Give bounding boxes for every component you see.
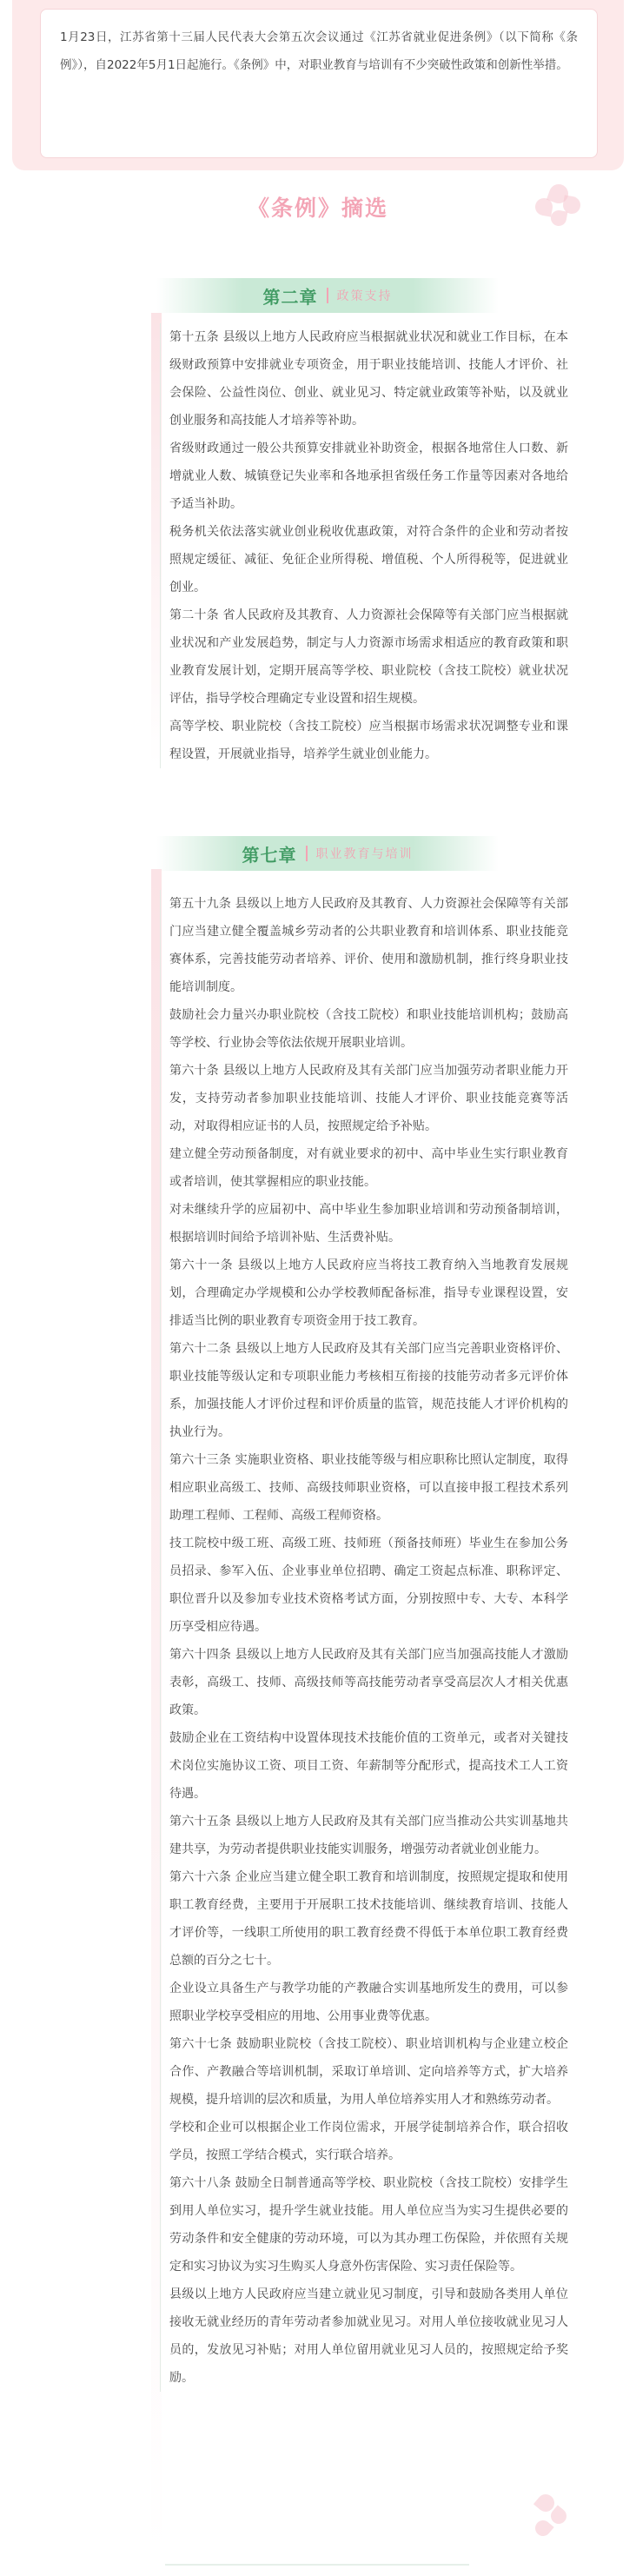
article-paragraph: 对未继续升学的应届初中、高中毕业生参加职业培训和劳动预备制培训，根据培训时间给予培训补贴、生活费补贴。 xyxy=(169,1203,568,1245)
article-paragraph: 第六十一条 县级以上地方人民政府应当将技工教育纳入当地教育发展规划，合理确定办学规模和公办学校教师配备标准，指导专业课程设置，安排适当比例的职业教育专项资金用于技工教育。 xyxy=(169,1258,568,1328)
chapter-header-7 xyxy=(156,836,499,871)
article-paragraph: 技工院校中级工班、高级工班、技师班（预备技师班）毕业生在参加公务员招录、参军入伍、企业事业单位招聘、确定工资起点标准、职称评定、职位晋升以及参加专业技术资格考试方面，分别按照中专、大专、本科学历享受相应待遇。 xyxy=(169,1537,568,1634)
chapter-title: 职业教育与培训 xyxy=(315,847,414,861)
article-paragraph: 建立健全劳动预备制度，对有就业要求的初中、高中毕业生实行职业教育或者培训，使其掌握相应的职业技能。 xyxy=(169,1147,568,1189)
chapter-separator xyxy=(306,846,308,861)
article-paragraph: 第六十五条 县级以上地方人民政府及其有关部门应当推动公共实训基地共建共享，为劳动者提供职业技能实训服务，增强劳动者就业创业能力。 xyxy=(169,1815,568,1856)
chapter-body-2 xyxy=(160,323,568,768)
chapter-separator xyxy=(327,288,328,303)
chapter-number: 第二章 xyxy=(262,286,318,308)
article-paragraph: 第十五条 县级以上地方人民政府应当根据就业状况和就业工作目标，在本级财政预算中安排就业专项资金，用于职业技能培训、技能人才评价、社会保险、公益性岗位、创业、就业见习、特定就业政策等补贴，以及就业创业服务和高技能人才培养等补助。 xyxy=(169,330,568,428)
intro-background xyxy=(12,0,624,170)
chapter-title: 政策支持 xyxy=(336,289,393,303)
chapter-number: 第七章 xyxy=(242,844,297,866)
article-paragraph: 第六十四条 县级以上地方人民政府及其有关部门应当加强高技能人才激励表彰，高级工、技师、高级技师等高技能劳动者享受高层次人才相关优惠政策。 xyxy=(169,1648,568,1717)
article-paragraph: 第六十三条 实施职业资格、职业技能等级与相应职称比照认定制度，取得相应职业高级工、技师、高级技师职业资格，可以直接申报工程技术系列助理工程师、工程师、高级工程师资格。 xyxy=(169,1453,568,1523)
article-paragraph: 企业设立具备生产与教学功能的产教融合实训基地所发生的费用，可以参照职业学校享受相应的用地、公用事业费等优惠。 xyxy=(169,1982,568,2023)
article-paragraph: 学校和企业可以根据企业工作岗位需求，开展学徒制培养合作，联合招收学员，按照工学结合模式，实行联合培养。 xyxy=(169,2121,568,2162)
article-paragraph: 第二十条 省人民政府及其教育、人力资源社会保障等有关部门应当根据就业状况和产业发展趋势，制定与人力资源市场需求相适应的教育政策和职业教育发展计划，定期开展高等学校、职业院校（含技工院校）就业状况评估，指导学校合理确定专业设置和招生规模。 xyxy=(169,608,568,706)
article-paragraph: 鼓励企业在工资结构中设置体现技术技能价值的工资单元，或者对关键技术岗位实施协议工资、项目工资、年薪制等分配形式，提高技术工人工资待遇。 xyxy=(169,1731,568,1801)
article-paragraph: 第六十七条 鼓励职业院校（含技工院校）、职业培训机构与企业建立校企合作、产教融合等培训机制，采取订单培训、定向培养等方式，扩大培养规模，提升培训的层次和质量，为用人单位培养实用人才和熟练劳动者。 xyxy=(169,2037,568,2107)
bottom-divider xyxy=(165,2564,469,2566)
chapter-header-2 xyxy=(156,278,499,313)
article-paragraph: 高等学校、职业院校（含技工院校）应当根据市场需求状况调整专业和课程设置，开展就业指导，培养学生就业创业能力。 xyxy=(169,720,568,761)
article-paragraph: 鼓励社会力量兴办职业院校（含技工院校）和职业技能培训机构；鼓励高等学校、行业协会等依法依规开展职业培训。 xyxy=(169,1008,568,1050)
article-paragraph: 省级财政通过一般公共预算安排就业补助资金，根据各地常住人口数、新增就业人数、城镇登记失业率和各地承担省级任务工作量等因素对各地给予适当补助。 xyxy=(169,442,568,511)
article-paragraph: 第五十九条 县级以上地方人民政府及其教育、人力资源社会保障等有关部门应当建立健全覆盖城乡劳动者的公共职业教育和培训体系、职业技能竞赛体系，完善技能劳动者培养、评价、使用和激励机制，推行终身职业技能培训制度。 xyxy=(169,897,568,994)
section-heading: 《条例》摘选 xyxy=(247,196,388,221)
chapter-body-7 xyxy=(160,890,568,2392)
flower-decoration-icon xyxy=(521,2494,573,2546)
intro-text: 1月23日，江苏省第十三届人民代表大会第五次会议通过《江苏省就业促进条例》（以下简称《条例》），自2022年5月1日起施行。《条例》中，对职业教育与培训有不少突破性政策和创新性举措。 xyxy=(40,9,598,158)
article-paragraph: 县级以上地方人民政府应当建立就业见习制度，引导和鼓励各类用人单位接收无就业经历的青年劳动者参加就业见习。对用人单位接收就业见习人员的，发放见习补贴；对用人单位留用就业见习人员的，按照规定给予奖励。 xyxy=(169,2287,568,2385)
article-paragraph: 第六十条 县级以上地方人民政府及其有关部门应当加强劳动者职业能力开发，支持劳动者参加职业技能培训、技能人才评价、职业技能竞赛等活动，对取得相应证书的人员，按照规定给予补贴。 xyxy=(169,1064,568,1133)
article-paragraph: 第六十六条 企业应当建立健全职工教育和培训制度，按照规定提取和使用职工教育经费，主要用于开展职工技术技能培训、继续教育培训、技能人才评价等，一线职工所使用的职工教育经费不得低于本单位职工教育经费总额的百分之七十。 xyxy=(169,1870,568,1968)
article-paragraph: 税务机关依法落实就业创业税收优惠政策，对符合条件的企业和劳动者按照规定缓征、减征、免征企业所得税、增值税、个人所得税等，促进就业创业。 xyxy=(169,525,568,594)
article-paragraph: 第六十八条 鼓励全日制普通高等学校、职业院校（含技工院校）安排学生到用人单位实习，提升学生就业技能。用人单位应当为实习生提供必要的劳动条件和安全健康的劳动环境，可以为其办理工伤保险，并依照有关规定和实习协议为实习生购买人身意外伤害保险、实习责任保险等。 xyxy=(169,2176,568,2274)
article-paragraph: 第六十二条 县级以上地方人民政府及其有关部门应当完善职业资格评价、职业技能等级认定和专项职业能力考核相互衔接的技能劳动者多元评价体系，加强技能人才评价过程和评价质量的监管，规范技能人才评价机构的执业行为。 xyxy=(169,1342,568,1439)
